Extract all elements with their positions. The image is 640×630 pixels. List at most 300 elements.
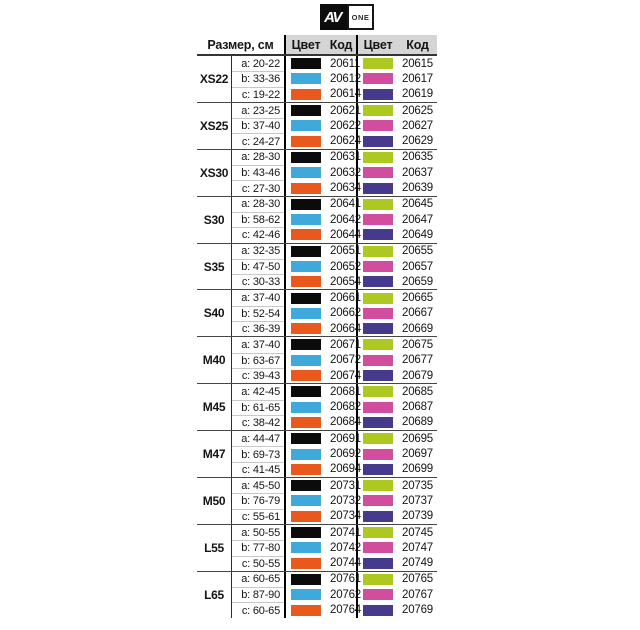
code-cell (356, 556, 437, 571)
measurement-cell (232, 540, 284, 555)
measurement-value: c: 38-42 (241, 416, 280, 429)
measurement-cell (232, 103, 284, 118)
size-cell (197, 337, 232, 383)
code-value-1: 20741 (330, 526, 361, 539)
measurement-cell (232, 197, 284, 212)
code-cell (356, 540, 437, 555)
color-swatch-1 (291, 73, 321, 84)
color-swatch-2 (363, 527, 393, 538)
code-value-1: 20652 (330, 260, 361, 273)
code-cell (356, 227, 437, 242)
code-value-1: 20674 (330, 369, 361, 382)
code-value-2: 20699 (402, 463, 433, 476)
code-value-2: 20667 (402, 307, 433, 320)
code-value-2: 20737 (402, 494, 433, 507)
measurement-value: a: 23-25 (241, 104, 280, 117)
measurement-cell (232, 56, 284, 71)
code-value-1: 20762 (330, 588, 361, 601)
color-swatch-1 (291, 402, 321, 413)
measurement-cell (232, 227, 284, 242)
code-cell (356, 400, 437, 415)
measurement-cell (232, 71, 284, 86)
code-value-2: 20635 (402, 151, 433, 164)
color-swatch-1 (291, 542, 321, 553)
measurement-value: c: 50-55 (241, 557, 280, 570)
code-value-1: 20622 (330, 119, 361, 132)
code-value-1: 20744 (330, 557, 361, 570)
color-swatch-2 (363, 323, 393, 334)
color-swatch-1 (291, 120, 321, 131)
header-color-code-group-2 (356, 35, 437, 54)
code-cell (356, 602, 437, 617)
measurement-value: c: 27-30 (241, 182, 280, 195)
measurement-cell (232, 87, 284, 102)
measurement-cell (232, 525, 284, 540)
measurement-value: a: 60-65 (241, 573, 280, 586)
code-cell (284, 133, 361, 148)
measurement-cell (232, 556, 284, 571)
code-cell (356, 274, 437, 289)
code-cell (284, 197, 361, 212)
code-cell (284, 368, 361, 383)
measurement-value: a: 37-40 (241, 338, 280, 351)
code-cell (284, 509, 361, 524)
code-cell (356, 71, 437, 86)
size-label: S30 (203, 212, 225, 227)
code-value-2: 20637 (402, 166, 433, 179)
code-value-2: 20685 (402, 385, 433, 398)
header-code-label-1: Код (329, 37, 353, 52)
code-value-1: 20742 (330, 541, 361, 554)
code-cell (356, 509, 437, 524)
color-swatch-1 (291, 558, 321, 569)
header-color-code-group-1 (284, 35, 356, 54)
color-swatch-1 (291, 246, 321, 257)
code-value-2: 20697 (402, 448, 433, 461)
code-cell (284, 259, 361, 274)
color-swatch-1 (291, 370, 321, 381)
color-swatch-2 (363, 511, 393, 522)
measurement-value: c: 55-61 (241, 510, 280, 523)
measurement-value: b: 33-36 (241, 73, 280, 86)
code-cell (356, 478, 437, 493)
measurement-cell (232, 415, 284, 430)
code-value-2: 20749 (402, 557, 433, 570)
size-group-row (197, 289, 437, 336)
code-cell (284, 540, 361, 555)
code-value-2: 20739 (402, 510, 433, 523)
color-swatch-1 (291, 386, 321, 397)
measurement-value: b: 37-40 (241, 120, 280, 133)
size-label: S40 (203, 306, 225, 321)
color-swatch-1 (291, 152, 321, 163)
code-cell (284, 602, 361, 617)
code-value-2: 20745 (402, 526, 433, 539)
table-header-row (197, 35, 437, 56)
code-cell (356, 572, 437, 587)
color-swatch-1 (291, 199, 321, 210)
measurement-value: c: 39-43 (241, 370, 280, 383)
code-cell (356, 493, 437, 508)
measurement-value: a: 20-22 (241, 57, 280, 70)
color-swatch-2 (363, 495, 393, 506)
color-swatch-1 (291, 433, 321, 444)
measurement-value: a: 45-50 (241, 479, 280, 492)
measurement-value: c: 19-22 (241, 88, 280, 101)
logo-one-mark: ONE (347, 4, 374, 30)
size-group-row (197, 383, 437, 430)
code-cell (356, 306, 437, 321)
code-cell (356, 368, 437, 383)
color-swatch-2 (363, 214, 393, 225)
color-swatch-1 (291, 229, 321, 240)
color-swatch-2 (363, 73, 393, 84)
measurement-cell (232, 180, 284, 195)
code-value-1: 20684 (330, 416, 361, 429)
code-value-2: 20665 (402, 292, 433, 305)
code-cell (284, 556, 361, 571)
size-label: XS25 (199, 118, 229, 133)
code-value-2: 20617 (402, 72, 433, 85)
measurement-value: b: 52-54 (241, 307, 280, 320)
code-cell (284, 212, 361, 227)
code-cell (284, 384, 361, 399)
color-swatch-2 (363, 558, 393, 569)
color-swatch-1 (291, 167, 321, 178)
code-cell (284, 165, 361, 180)
color-swatch-1 (291, 261, 321, 272)
color-swatch-2 (363, 58, 393, 69)
code-cell (356, 525, 437, 540)
color-swatch-1 (291, 417, 321, 428)
code-cell (356, 103, 437, 118)
size-cell (197, 572, 232, 618)
code-value-1: 20731 (330, 479, 361, 492)
color-swatch-2 (363, 105, 393, 116)
measurement-cell (232, 244, 284, 259)
table-body (197, 56, 437, 618)
code-cell (284, 244, 361, 259)
color-swatch-2 (363, 246, 393, 257)
measurement-cell (232, 587, 284, 602)
measurement-cell (232, 446, 284, 461)
color-swatch-2 (363, 276, 393, 287)
code-cell (284, 478, 361, 493)
color-swatch-1 (291, 276, 321, 287)
measurement-value: b: 63-67 (241, 354, 280, 367)
color-swatch-1 (291, 293, 321, 304)
size-group-row (197, 243, 437, 290)
color-swatch-2 (363, 480, 393, 491)
code-value-2: 20649 (402, 228, 433, 241)
code-value-2: 20629 (402, 135, 433, 148)
code-value-2: 20619 (402, 88, 433, 101)
color-swatch-2 (363, 574, 393, 585)
code-cell (284, 118, 361, 133)
code-cell (356, 133, 437, 148)
measurement-value: c: 42-46 (241, 229, 280, 242)
measurement-value: a: 42-45 (241, 385, 280, 398)
code-cell (356, 446, 437, 461)
color-swatch-1 (291, 58, 321, 69)
code-cell (284, 180, 361, 195)
size-cell (197, 525, 232, 571)
size-label: XS30 (199, 165, 229, 180)
code-cell (284, 415, 361, 430)
code-cell (284, 227, 361, 242)
measurement-cell (232, 259, 284, 274)
code-value-1: 20632 (330, 166, 361, 179)
color-swatch-1 (291, 308, 321, 319)
size-cell (197, 103, 232, 149)
code-cell (284, 337, 361, 352)
size-label: M40 (202, 353, 226, 368)
measurement-cell (232, 290, 284, 305)
code-value-1: 20654 (330, 275, 361, 288)
measurement-value: b: 69-73 (241, 448, 280, 461)
code-cell (356, 244, 437, 259)
color-swatch-2 (363, 386, 393, 397)
code-value-2: 20659 (402, 275, 433, 288)
code-cell (284, 493, 361, 508)
measurement-value: b: 61-65 (241, 401, 280, 414)
measurement-cell (232, 462, 284, 477)
size-group-row (197, 56, 437, 102)
color-swatch-1 (291, 480, 321, 491)
code-cell (284, 587, 361, 602)
header-color-label-1: Цвет (291, 37, 321, 52)
code-value-1: 20641 (330, 198, 361, 211)
color-swatch-1 (291, 495, 321, 506)
measurement-value: a: 28-30 (241, 151, 280, 164)
code-cell (284, 150, 361, 165)
color-swatch-2 (363, 433, 393, 444)
measurement-value: b: 43-46 (241, 167, 280, 180)
code-value-2: 20677 (402, 354, 433, 367)
code-cell (284, 87, 361, 102)
measurement-cell (232, 212, 284, 227)
code-cell (356, 150, 437, 165)
code-value-1: 20732 (330, 494, 361, 507)
size-group-row (197, 477, 437, 524)
color-swatch-1 (291, 183, 321, 194)
code-value-2: 20615 (402, 57, 433, 70)
code-value-2: 20695 (402, 432, 433, 445)
color-swatch-1 (291, 105, 321, 116)
measurement-value: c: 24-27 (241, 135, 280, 148)
code-cell (356, 415, 437, 430)
code-value-2: 20675 (402, 338, 433, 351)
code-value-2: 20769 (402, 604, 433, 617)
measurement-value: b: 77-80 (241, 542, 280, 555)
code-value-1: 20631 (330, 151, 361, 164)
code-value-2: 20735 (402, 479, 433, 492)
color-swatch-2 (363, 402, 393, 413)
code-cell (284, 431, 361, 446)
code-value-2: 20669 (402, 322, 433, 335)
measurement-cell (232, 274, 284, 289)
code-value-1: 20644 (330, 228, 361, 241)
size-group-row (197, 196, 437, 243)
measurement-cell (232, 602, 284, 617)
code-cell (356, 165, 437, 180)
measurement-value: c: 60-65 (241, 604, 280, 617)
size-label: M45 (202, 400, 226, 415)
header-color-label-2: Цвет (363, 37, 393, 52)
color-swatch-2 (363, 542, 393, 553)
measurement-value: b: 47-50 (241, 261, 280, 273)
color-swatch-2 (363, 589, 393, 600)
code-value-1: 20694 (330, 463, 361, 476)
color-swatch-1 (291, 605, 321, 616)
header-size-label: Размер, см (197, 35, 284, 54)
color-swatch-1 (291, 449, 321, 460)
size-label: L55 (204, 540, 224, 555)
code-cell (356, 197, 437, 212)
size-group-row (197, 571, 437, 618)
color-swatch-2 (363, 89, 393, 100)
code-value-2: 20765 (402, 573, 433, 586)
color-swatch-1 (291, 355, 321, 366)
brand-logo (320, 4, 374, 30)
color-swatch-2 (363, 449, 393, 460)
size-group-row (197, 149, 437, 196)
measurement-value: a: 37-40 (241, 292, 280, 305)
color-swatch-2 (363, 605, 393, 616)
code-cell (284, 56, 361, 71)
code-cell (356, 462, 437, 477)
color-swatch-2 (363, 308, 393, 319)
measurement-cell (232, 509, 284, 524)
code-cell (284, 290, 361, 305)
code-value-2: 20639 (402, 182, 433, 195)
code-cell (356, 259, 437, 274)
color-swatch-1 (291, 339, 321, 350)
code-cell (284, 525, 361, 540)
header-code-label-2: Код (406, 37, 429, 52)
code-cell (284, 462, 361, 477)
code-value-1: 20691 (330, 432, 361, 445)
code-value-2: 20645 (402, 198, 433, 211)
color-swatch-2 (363, 183, 393, 194)
measurement-cell (232, 118, 284, 133)
color-swatch-2 (363, 261, 393, 272)
measurement-cell (232, 150, 284, 165)
size-group-row (197, 524, 437, 571)
color-swatch-1 (291, 464, 321, 475)
measurement-cell (232, 133, 284, 148)
measurement-cell (232, 337, 284, 352)
code-cell (356, 384, 437, 399)
logo-av-mark: AV (320, 4, 347, 30)
code-cell (356, 212, 437, 227)
code-value-2: 20687 (402, 401, 433, 414)
code-cell (284, 400, 361, 415)
measurement-value: a: 50-55 (241, 526, 280, 539)
color-swatch-2 (363, 136, 393, 147)
code-value-1: 20642 (330, 213, 361, 226)
size-label: L65 (204, 587, 224, 602)
code-cell (284, 274, 361, 289)
code-value-1: 20614 (330, 88, 361, 101)
size-cell (197, 56, 232, 102)
code-cell (284, 446, 361, 461)
code-value-1: 20661 (330, 292, 361, 305)
size-group-row (197, 430, 437, 477)
size-cell (197, 431, 232, 477)
color-swatch-1 (291, 89, 321, 100)
code-value-2: 20647 (402, 213, 433, 226)
color-swatch-2 (363, 152, 393, 163)
measurement-cell (232, 384, 284, 399)
measurement-cell (232, 400, 284, 415)
measurement-value: c: 30-33 (241, 276, 280, 289)
code-value-1: 20612 (330, 72, 361, 85)
code-cell (284, 306, 361, 321)
measurement-cell (232, 165, 284, 180)
color-swatch-1 (291, 136, 321, 147)
size-cell (197, 478, 232, 524)
color-swatch-2 (363, 120, 393, 131)
code-cell (356, 118, 437, 133)
measurement-value: b: 87-90 (241, 589, 280, 602)
color-swatch-2 (363, 199, 393, 210)
code-value-1: 20692 (330, 448, 361, 461)
code-cell (284, 572, 361, 587)
color-swatch-2 (363, 417, 393, 428)
color-swatch-1 (291, 511, 321, 522)
measurement-value: b: 76-79 (241, 495, 280, 508)
color-swatch-1 (291, 527, 321, 538)
code-value-2: 20655 (402, 245, 433, 258)
size-group-row (197, 336, 437, 383)
size-cell (197, 384, 232, 430)
measurement-cell (232, 572, 284, 587)
measurement-value: c: 41-45 (241, 463, 280, 476)
code-value-2: 20767 (402, 588, 433, 601)
code-value-2: 20689 (402, 416, 433, 429)
code-cell (356, 87, 437, 102)
code-value-1: 20651 (330, 245, 361, 258)
code-value-2: 20747 (402, 541, 433, 554)
measurement-value: a: 28-30 (241, 198, 280, 211)
size-cell (197, 244, 232, 290)
code-cell (284, 103, 361, 118)
color-swatch-2 (363, 370, 393, 381)
color-swatch-2 (363, 464, 393, 475)
code-value-1: 20671 (330, 338, 361, 351)
measurement-cell (232, 368, 284, 383)
measurement-value: a: 44-47 (241, 432, 280, 445)
measurement-cell (232, 321, 284, 336)
code-value-1: 20761 (330, 573, 361, 586)
size-label: M47 (202, 447, 226, 462)
size-chart-table (197, 35, 437, 618)
code-value-1: 20672 (330, 354, 361, 367)
measurement-cell (232, 493, 284, 508)
measurement-cell (232, 306, 284, 321)
color-swatch-2 (363, 355, 393, 366)
code-value-2: 20679 (402, 369, 433, 382)
measurement-value: c: 36-39 (241, 323, 280, 336)
code-value-1: 20634 (330, 182, 361, 195)
size-label: XS22 (199, 71, 229, 86)
size-label: S35 (203, 259, 225, 274)
measurement-value: b: 58-62 (241, 214, 280, 227)
code-value-1: 20734 (330, 510, 361, 523)
code-value-1: 20681 (330, 385, 361, 398)
measurement-cell (232, 478, 284, 493)
